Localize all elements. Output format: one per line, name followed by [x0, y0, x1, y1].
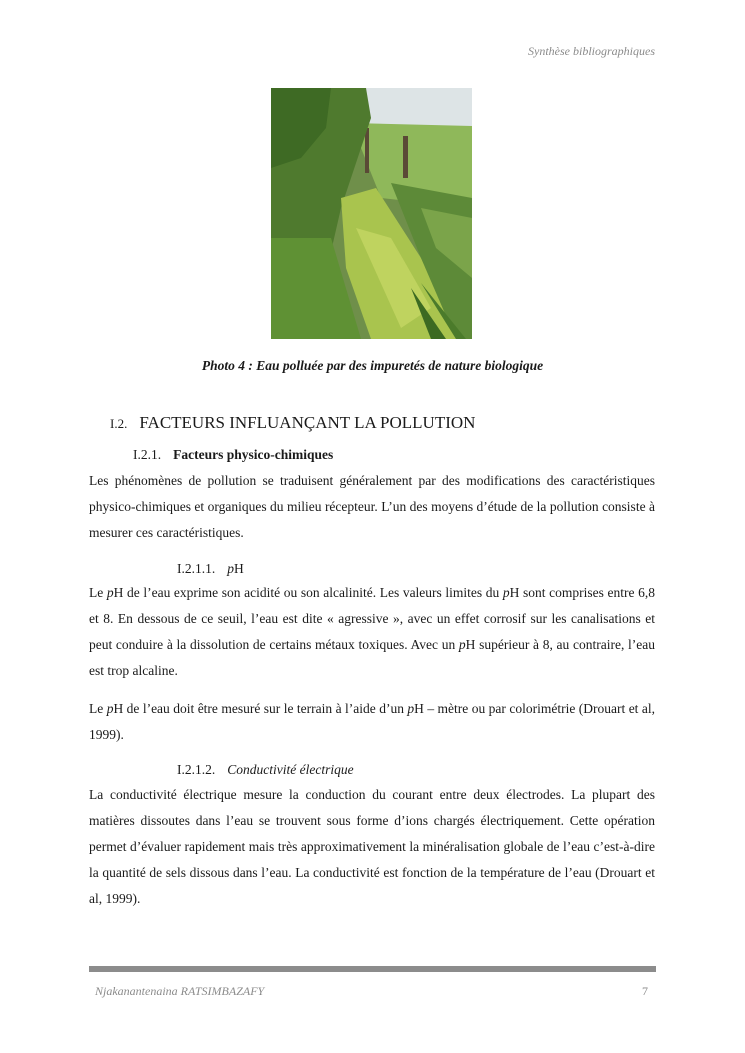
ph-heading: [177, 561, 244, 577]
running-header: Synthèse bibliographiques: [528, 44, 655, 58]
italic-symbol: p: [106, 701, 114, 716]
page-number: 7: [642, 984, 648, 998]
section-heading: [110, 413, 475, 433]
subsection-heading: [133, 447, 333, 463]
italic-symbol: p: [106, 585, 114, 600]
section-number: I.2.: [110, 416, 128, 431]
ph-title-rest: H: [234, 561, 244, 576]
ph-paragraph-1: Le pH de l’eau exprime son acidité ou son alcalinité. Les valeurs limites du pH sont comprises entre 6,8 et 8. En dessous de ce seuil, l’eau est dite « agressive », avec un effet corrosif sur les canalisations et peut conduire à la dissolution de certains métaux toxiques. Avec un pH supérieur à 8, au contraire, l’eau est trop alcaline.: [89, 585, 655, 678]
section-title: FACTEURS INFLUANÇANT LA POLLUTION: [139, 413, 476, 432]
subsection-title: Facteurs physico-chimiques: [173, 447, 334, 462]
ph-number: I.2.1.1.: [177, 561, 216, 576]
italic-symbol: p: [458, 637, 466, 652]
intro-paragraph: Les phénomènes de pollution se traduisent généralement par des modifications des caractéristiques physico-chimiques et organiques du milieu récepteur. L’un des moyens d’étude de la pollution consiste à mesurer ces caractéristiques.: [89, 473, 655, 540]
subsection-number: I.2.1.: [133, 447, 162, 462]
conductivity-number: I.2.1.2.: [177, 762, 216, 777]
conductivity-title: Conductivité électrique: [227, 762, 354, 777]
ph-title-italic: p: [227, 561, 234, 576]
footer-rule: [89, 966, 656, 972]
polluted-water-photo: [271, 88, 472, 339]
italic-symbol: p: [407, 701, 415, 716]
photo-caption: Photo 4 : Eau polluée par des impuretés de nature biologique: [201, 358, 544, 373]
footer-author: Njakanantenaina RATSIMBAZAFY: [95, 984, 265, 998]
conductivity-paragraph: La conductivité électrique mesure la conduction du courant entre deux électrodes. La plupart des matières dissoutes dans l’eau se trouvent sous forme d’ions chargés électriquement. Cette opération permet d’évaluer rapidement mais très approximativement la minéralisation globale de l’eau c’est-à-dire la quantité de sels dissous dans l’eau. La conductivité est fonction de la température de l’eau (Drouart et al, 1999).: [89, 787, 655, 906]
conductivity-heading: [177, 762, 354, 778]
italic-symbol: p: [502, 585, 510, 600]
ph-paragraph-2: Le pH de l’eau doit être mesuré sur le terrain à l’aide d’un pH – mètre ou par colorimétrie (Drouart et al, 1999).: [89, 701, 655, 742]
